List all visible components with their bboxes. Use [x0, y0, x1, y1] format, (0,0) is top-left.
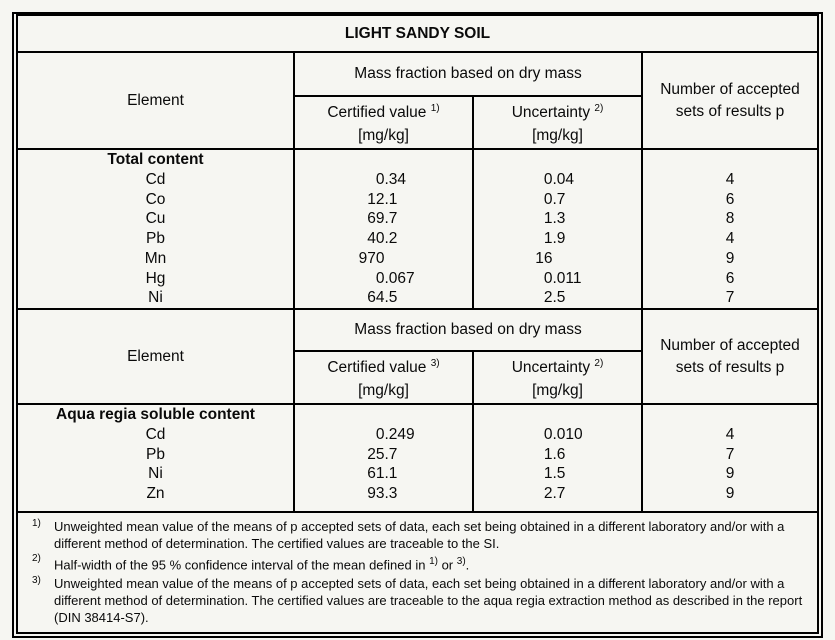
uncertainty-value: 2 .5 [543, 289, 566, 307]
header-section-aqua-regia [18, 310, 817, 405]
empty-cell [474, 405, 641, 425]
empty-cell [643, 405, 817, 425]
p-value: 8 [725, 210, 735, 228]
mass-fraction-header: Mass fraction based on dry mass [293, 310, 641, 352]
footnote-text: Unweighted mean value of the means of p accepted sets of data, each set being obtained in a different laboratory and/or with a different method of determination. The certified values are traceable to the SI. [54, 518, 785, 551]
uncertainty-header [472, 352, 641, 403]
element-header: Element [127, 91, 184, 109]
p-value: 9 [725, 485, 735, 502]
header-section-total [18, 53, 817, 150]
certified-value: 61 .1 [367, 465, 398, 483]
uncertainty-label: Uncertainty $^{2)}$ [511, 103, 604, 122]
element-symbol: Mn [144, 249, 167, 267]
empty-cell [474, 150, 641, 170]
uncertainty-column [472, 405, 641, 511]
p-value: 9 [725, 249, 735, 267]
element-symbol: Ni [148, 465, 163, 483]
element-symbol: Cd [145, 170, 166, 188]
element-symbol: Cu [145, 210, 166, 228]
footnote-3 [26, 576, 807, 626]
footnote-ref-icon: 3) [430, 358, 440, 370]
uncertainty-column [472, 150, 641, 308]
element-symbol: Cd [145, 425, 166, 443]
certified-value: 12 .1 [367, 190, 398, 208]
p-value: 4 [725, 425, 735, 443]
uncertainty-label: Uncertainty $^{2)}$ [511, 358, 604, 377]
uncertainty-value: 0 .011 [543, 269, 582, 287]
uncertainty-value: 1 .5 [543, 465, 566, 483]
certified-value-header [293, 97, 472, 148]
certified-value: 64 .5 [367, 289, 398, 307]
uncertainty-header [472, 97, 641, 148]
empty-cell [295, 405, 472, 425]
reference-material-table [16, 14, 819, 634]
element-column [18, 150, 293, 308]
element-symbol: Pb [146, 445, 165, 463]
p-value: 7 [725, 289, 735, 307]
certified-value: 40 .2 [367, 230, 398, 247]
certified-value-label: Certified value $^{3)}$ [327, 358, 440, 377]
footnote-2 [26, 554, 807, 574]
p-value: 6 [725, 269, 735, 287]
element-symbol: Ni [148, 289, 163, 307]
footnote-ref-icon: 2) [594, 358, 604, 370]
p-value: 7 [725, 445, 735, 463]
footnote-ref-icon: 2) [594, 103, 604, 115]
footnotes-section [18, 513, 817, 632]
footnote-1 [26, 519, 807, 553]
empty-cell [295, 150, 472, 170]
footnote-ref-icon: 1) [429, 556, 438, 568]
body-section-total [18, 150, 817, 310]
element-symbol: Hg [145, 269, 166, 287]
footnote-text: Half-width of the 95 % confidence interval of the mean defined in $^{1)}$ or $^{3)}$. [54, 556, 470, 573]
group-label: Aqua regia soluble content [56, 406, 255, 423]
uncertainty-value: 0 .04 [543, 170, 575, 188]
footnote-marker: 1) [32, 517, 41, 529]
element-header: Element [127, 347, 184, 365]
p-value: 6 [725, 190, 735, 208]
certified-value: 0 .34 [375, 170, 407, 188]
p-value: 4 [725, 170, 735, 188]
certified-value: 69 .7 [367, 210, 398, 228]
group-label: Total content [107, 151, 204, 168]
accepted-sets-column [641, 405, 817, 511]
element-symbol: Zn [146, 485, 165, 502]
accepted-sets-column [641, 150, 817, 308]
certified-value: 0 .249 [375, 425, 415, 443]
uncertainty-value: 1 .9 [543, 230, 566, 247]
accepted-sets-header: Number of accepted sets of results p [641, 53, 817, 148]
certified-value-column [293, 405, 472, 511]
element-symbol: Co [145, 190, 166, 208]
certified-value: 25 .7 [367, 445, 398, 463]
uncertainty-value: 0 .010 [543, 425, 583, 443]
uncertainty-value: 1 .3 [543, 210, 566, 228]
certified-value-column [293, 150, 472, 308]
uncertainty-value: 1 .6 [543, 445, 566, 463]
footnote-marker: 3) [32, 575, 41, 587]
p-value: 9 [725, 465, 735, 483]
footnote-text: Unweighted mean value of the means of p accepted sets of data, each set being obtained in a different laboratory and/or with a different method of determination. The certified values are traceable to the aqua regia extraction method as described in the report (DIN 38414-S7). [54, 576, 803, 626]
element-symbol: Pb [146, 230, 165, 247]
footnote-marker: 2) [32, 553, 41, 565]
body-section-aqua-regia [18, 405, 817, 513]
certified-value-header [293, 352, 472, 403]
certified-value: 970 [358, 249, 385, 267]
footnote-ref-icon: 1) [430, 103, 440, 115]
uncertainty-value: 0 .7 [543, 190, 566, 208]
certified-value-unit: [mg/kg] [358, 126, 409, 144]
certified-value: 0 .067 [375, 269, 415, 287]
p-value: 4 [725, 230, 735, 247]
accepted-sets-header: Number of accepted sets of results p [641, 310, 817, 403]
footnote-ref-icon: 3) [456, 556, 466, 568]
uncertainty-unit: [mg/kg] [532, 381, 583, 399]
uncertainty-unit: [mg/kg] [532, 126, 583, 144]
element-column [18, 405, 293, 511]
uncertainty-value: 2 .7 [543, 485, 566, 502]
table-outer-border [12, 12, 823, 638]
certified-value: 93 .3 [367, 485, 398, 502]
table-title: LIGHT SANDY SOIL [18, 16, 817, 53]
certified-value-label: Certified value $^{1)}$ [327, 103, 440, 122]
uncertainty-value: 16 [535, 249, 553, 267]
empty-cell [643, 150, 817, 170]
mass-fraction-header: Mass fraction based on dry mass [293, 53, 641, 97]
certified-value-unit: [mg/kg] [358, 381, 409, 399]
